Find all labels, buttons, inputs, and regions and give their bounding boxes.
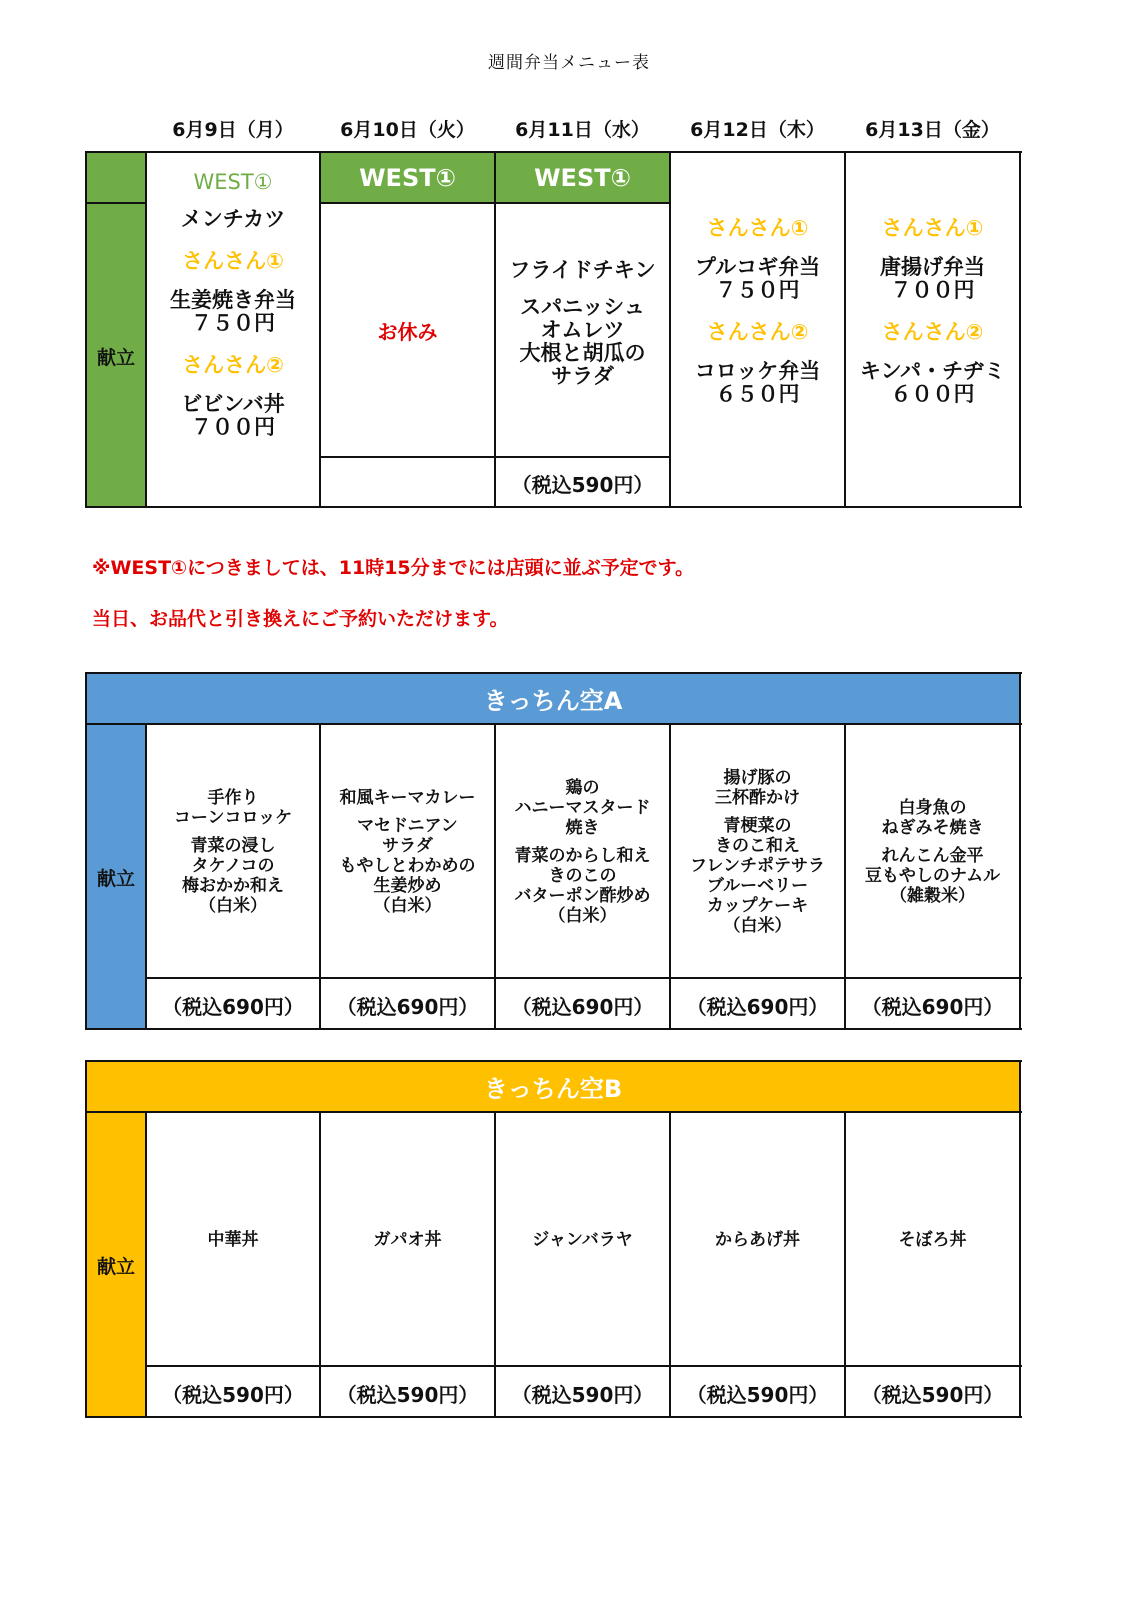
menu-cell-fri bbox=[845, 212, 1020, 442]
dish-line: 大根と胡瓜の bbox=[519, 341, 646, 365]
menu-line: カップケーキ bbox=[706, 896, 809, 916]
menu-line: 揚げ豚の bbox=[723, 768, 792, 788]
table-border bbox=[145, 1111, 147, 1418]
menu-line: 焼き bbox=[565, 818, 600, 838]
menu-line: ブルーベリー bbox=[706, 876, 809, 896]
west-header-wed: WEST① bbox=[495, 152, 670, 203]
table-border bbox=[844, 1111, 846, 1418]
table-border bbox=[844, 151, 846, 508]
menu-cell-wed bbox=[495, 726, 670, 978]
table-border bbox=[319, 1111, 321, 1418]
price-fri: （税込590円） bbox=[861, 1382, 1004, 1407]
date-header-mon: 6月9日（月） bbox=[172, 118, 294, 141]
table-border bbox=[85, 151, 87, 508]
dish-price: ７００円 bbox=[890, 278, 975, 302]
table-border bbox=[146, 1365, 1022, 1367]
vendor-label-sansan-2: さんさん② bbox=[182, 353, 284, 377]
date-header-fri: 6月13日（金） bbox=[865, 118, 1000, 141]
dish-price: ６００円 bbox=[890, 382, 975, 406]
dish-price: ６５０円 bbox=[715, 382, 800, 406]
menu-line: ジャンバラヤ bbox=[532, 1230, 633, 1250]
table-border bbox=[494, 151, 496, 508]
menu-line: 和風キーマカレー bbox=[339, 788, 476, 808]
menu-line: 青梗菜の bbox=[723, 816, 792, 836]
table-border bbox=[669, 151, 671, 508]
table-border bbox=[86, 506, 1022, 508]
table-border bbox=[86, 723, 1022, 725]
menu-line: タケノコの bbox=[191, 856, 275, 876]
table-border bbox=[86, 202, 146, 204]
menu-line: （雑穀米） bbox=[890, 886, 975, 906]
menu-line: （白米） bbox=[548, 906, 617, 926]
menu-cell-tue bbox=[320, 204, 495, 456]
vendor-label-sansan-2: さんさん② bbox=[881, 320, 984, 344]
vendor-label-sansan-1: さんさん① bbox=[182, 249, 284, 273]
menu-cell-mon bbox=[146, 170, 320, 490]
price-wed: （税込690円） bbox=[511, 994, 654, 1019]
menu-line: （白米） bbox=[373, 896, 442, 916]
table-border bbox=[86, 151, 1022, 153]
table-border bbox=[145, 151, 147, 508]
price-mon: （税込590円） bbox=[162, 1382, 304, 1407]
table-border bbox=[669, 723, 671, 1030]
dish-name: プルコギ弁当 bbox=[694, 255, 821, 279]
menu-line: フレンチポテサラ bbox=[690, 856, 825, 876]
table-border bbox=[85, 1060, 87, 1418]
menu-line: ねぎみそ焼き bbox=[881, 818, 984, 838]
dish-name: 生姜焼き弁当 bbox=[170, 288, 296, 312]
menu-cell-fri bbox=[845, 1114, 1020, 1366]
menu-cell-mon bbox=[146, 726, 320, 978]
date-header-thu: 6月12日（木） bbox=[690, 118, 825, 141]
menu-line: マセドニアン bbox=[357, 816, 458, 836]
dish-line: フライドチキン bbox=[509, 258, 656, 282]
menu-line: からあげ丼 bbox=[715, 1230, 800, 1250]
menu-line: きのこの bbox=[548, 866, 617, 886]
page-title: 週間弁当メニュー表 bbox=[488, 53, 650, 73]
table-border bbox=[145, 723, 147, 1030]
row-label: 献立 bbox=[96, 867, 135, 890]
table-border bbox=[86, 1060, 1022, 1062]
menu-line: （白米） bbox=[199, 896, 267, 916]
date-header-wed: 6月11日（水） bbox=[515, 118, 650, 141]
menu-line: 鶏の bbox=[565, 778, 600, 798]
menu-cell-wed bbox=[495, 204, 670, 456]
menu-line: ハニーマスタード bbox=[514, 798, 651, 818]
menu-cell-wed bbox=[495, 1114, 670, 1366]
menu-line: 生姜炒め bbox=[373, 876, 442, 896]
menu-line: 手作り bbox=[207, 788, 259, 808]
dish-line: オムレツ bbox=[540, 318, 625, 342]
table-border bbox=[146, 977, 1022, 979]
table-border bbox=[85, 672, 87, 1030]
dish-line: スパニッシュ bbox=[520, 295, 645, 319]
menu-line: きのこ和え bbox=[715, 836, 800, 856]
price-wed: （税込590円） bbox=[511, 472, 654, 497]
vendor-label-sansan-1: さんさん① bbox=[706, 216, 809, 240]
menu-cell-tue bbox=[320, 726, 495, 978]
table-border bbox=[86, 672, 1022, 674]
menu-line: （白米） bbox=[723, 916, 792, 936]
dish-price: ７００円 bbox=[191, 415, 275, 439]
dish-name: キンパ・チヂミ bbox=[859, 359, 1006, 383]
menu-line: 中華丼 bbox=[207, 1230, 259, 1250]
price-fri: （税込690円） bbox=[861, 994, 1004, 1019]
note-line-1: ※WEST①につきましては、11時15分までには店頭に並ぶ予定です。 bbox=[92, 557, 695, 579]
dish-name: 唐揚げ弁当 bbox=[880, 255, 985, 279]
menu-line: サラダ bbox=[382, 836, 433, 856]
menu-line: そぼろ丼 bbox=[898, 1230, 967, 1250]
menu-line: 白身魚の bbox=[898, 798, 967, 818]
price-wed: （税込590円） bbox=[511, 1382, 654, 1407]
price-tue: （税込690円） bbox=[336, 994, 479, 1019]
dish-name: コロッケ弁当 bbox=[694, 359, 821, 383]
menu-cell-fri bbox=[845, 726, 1020, 978]
vendor-label-west: WEST① bbox=[193, 170, 273, 194]
price-thu: （税込590円） bbox=[686, 1382, 829, 1407]
price-tue: （税込590円） bbox=[336, 1382, 479, 1407]
table-border bbox=[319, 151, 321, 508]
menu-cell-mon bbox=[146, 1114, 320, 1366]
menu-cell-thu bbox=[670, 726, 845, 978]
menu-line: 豆もやしのナムル bbox=[864, 866, 1001, 886]
menu-line: 梅おかか和え bbox=[182, 876, 284, 896]
table-border bbox=[1019, 672, 1021, 1030]
price-thu: （税込690円） bbox=[686, 994, 829, 1019]
closed-label: お休み bbox=[377, 319, 438, 344]
menu-line: バターポン酢炒め bbox=[514, 886, 651, 906]
dish-name: ビビンバ丼 bbox=[181, 392, 285, 416]
menu-line: コーンコロッケ bbox=[173, 808, 293, 828]
date-header-tue: 6月10日（火） bbox=[340, 118, 475, 141]
kitchen-b-header: きっちん空B bbox=[86, 1061, 1020, 1112]
table-border bbox=[1019, 1060, 1021, 1418]
table-border bbox=[86, 1416, 1022, 1418]
menu-line: もやしとわかめの bbox=[339, 856, 476, 876]
table-border bbox=[86, 1111, 1022, 1113]
dish-price: ７５０円 bbox=[715, 278, 800, 302]
table-border bbox=[669, 1111, 671, 1418]
menu-line: ガパオ丼 bbox=[373, 1230, 442, 1250]
menu-line: 三杯酢かけ bbox=[715, 788, 800, 808]
menu-line: 青菜の浸し bbox=[190, 836, 276, 856]
table-border bbox=[494, 1111, 496, 1418]
dish-name: メンチカツ bbox=[180, 207, 286, 231]
table-border bbox=[1019, 151, 1021, 508]
menu-cell-thu bbox=[670, 1114, 845, 1366]
table-border bbox=[494, 723, 496, 1030]
west-header-tue: WEST① bbox=[320, 152, 495, 203]
note-line-2: 当日、お品代と引き換えにご予約いただけます。 bbox=[92, 608, 509, 630]
dish-price: ７５０円 bbox=[191, 311, 275, 335]
row-label: 献立 bbox=[96, 1255, 135, 1278]
price-mon: （税込690円） bbox=[162, 994, 304, 1019]
menu-cell-tue bbox=[320, 1114, 495, 1366]
vendor-label-sansan-2: さんさん② bbox=[706, 320, 809, 344]
table-border bbox=[844, 723, 846, 1030]
row-label: 献立 bbox=[96, 346, 135, 369]
table-border bbox=[86, 1028, 1022, 1030]
kitchen-a-header: きっちん空A bbox=[86, 673, 1020, 724]
menu-line: 青菜のからし和え bbox=[514, 846, 651, 866]
dish-line: サラダ bbox=[551, 364, 614, 388]
table-border bbox=[319, 723, 321, 1030]
menu-line: れんこん金平 bbox=[881, 846, 984, 866]
vendor-label-sansan-1: さんさん① bbox=[881, 216, 984, 240]
menu-cell-thu bbox=[670, 212, 845, 442]
